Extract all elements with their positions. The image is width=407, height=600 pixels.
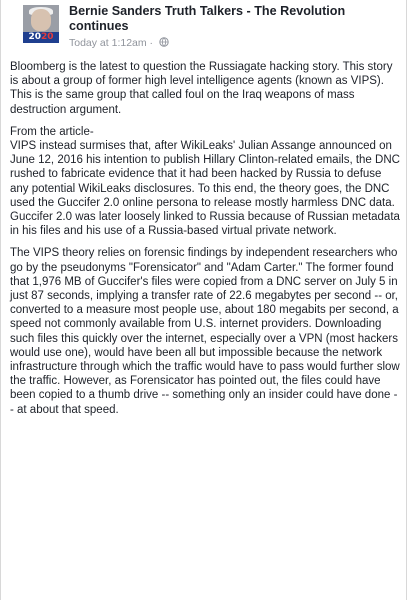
post-timestamp[interactable]: Today at 1:12am (69, 37, 147, 49)
avatar-2020-badge: 2020 (23, 32, 59, 43)
meta-separator: · (146, 37, 156, 49)
globe-icon (159, 37, 169, 51)
group-avatar[interactable] (23, 5, 59, 43)
post-paragraph-3: The VIPS theory relies on forensic findings by independent researchers who go by the pseudonyms "Forensicator" and "Adam Carter." The former found that 1,976 MB of Guccifer's files were copied from a DNC server on July 5 in just 87 seconds, implying a transfer rate of 22.6 megabytes per second -- or, converted to a measure most people use, about 180 megabits per second, a speed not commonly available from U.S. internet providers. Downloading such files this quickly over the internet, especially over a VPN (most hackers would use one), would have been all but impossible because the network infrastructure through which the traffic would have to pass would further slow the traffic. However, as Forensicator has pointed out, the files could have been copied to a thumb drive -- something only an insider could have done -- at about that speed. (10, 247, 400, 416)
group-name-link[interactable]: Bernie Sanders Truth Talkers - The Revolution continues (69, 4, 346, 33)
post-meta (69, 37, 169, 51)
avatar-face (31, 9, 51, 31)
post-paragraph-2: From the article- VIPS instead surmises that, after WikiLeaks' Julian Assange announced on June 12, 2016 his intention to publish Hillary Clinton-related emails, the DNC rushed to fabricate evidence that it had been hacked by Russia to defuse any potential WikiLeaks disclosures. To this end, the theory goes, the DNC used the Guccifer 2.0 online persona to release mostly harmless DNC data. Guccifer 2.0 was later loosely linked to Russia because of Russian metadata in his files and his use of a Russia-based virtual private network. (10, 125, 400, 238)
post-header (23, 4, 398, 52)
post-paragraph-1: Bloomberg is the latest to question the Russiagate hacking story. This story is about a group of former high level intelligence agents (known as VIPS). This is the same group that called foul on the Iraq weapons of mass destruction argument. (10, 61, 393, 116)
post-body (10, 60, 400, 425)
